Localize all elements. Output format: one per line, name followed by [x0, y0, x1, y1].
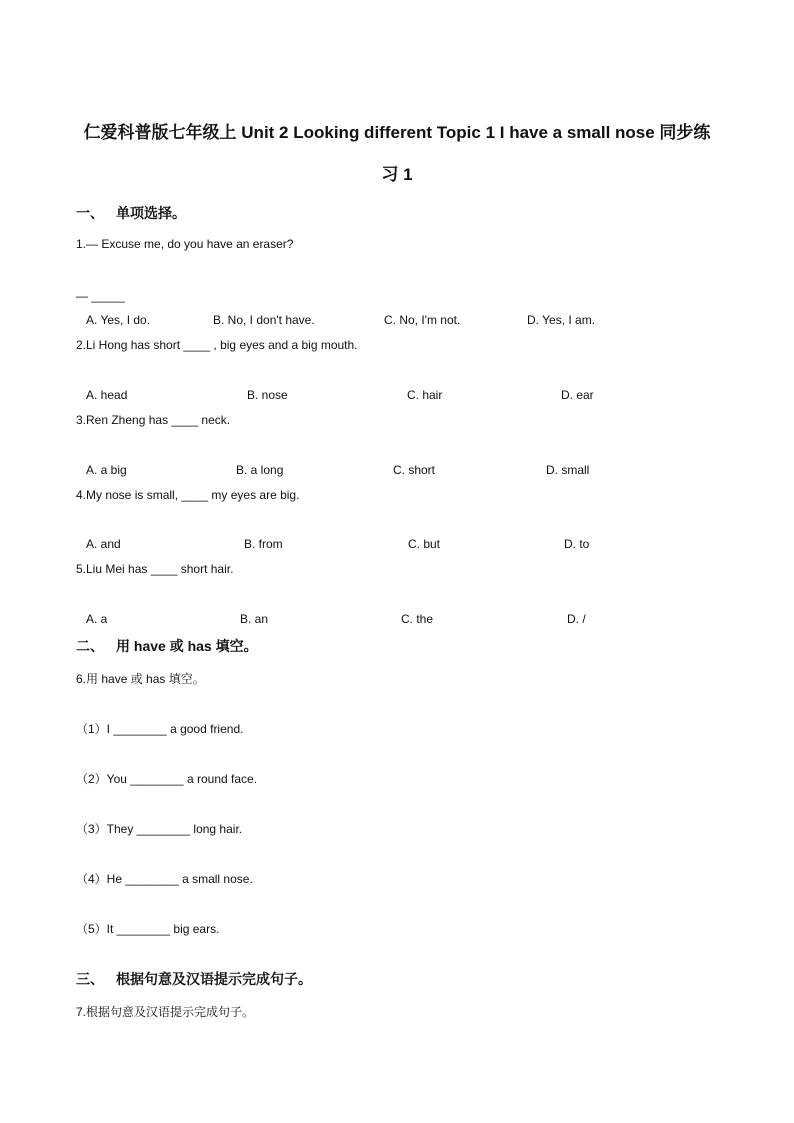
- question-1-option-b: B. No, I don't have.: [213, 313, 315, 327]
- question-5-option-d: D. /: [567, 612, 586, 626]
- page-title-line-2: 习 1: [381, 165, 413, 184]
- fill-item-5: （5）It ________ big ears.: [76, 922, 220, 936]
- question-3-option-d: D. small: [546, 463, 590, 477]
- section-2-heading: [76, 636, 258, 656]
- question-2-stem: 2.Li Hong has short ____ , big eyes and a big mouth.: [76, 338, 358, 352]
- question-4-stem: 4.My nose is small, ____ my eyes are big.: [76, 488, 300, 502]
- question-5-option-b: B. an: [240, 612, 269, 626]
- question-1-stem: 1.— Excuse me, do you have an eraser?: [76, 237, 294, 251]
- question-3-option-a: A. a big: [86, 463, 127, 477]
- question-2-option-b: B. nose: [247, 388, 288, 402]
- section-1-heading: [76, 203, 186, 223]
- question-5-option-c: C. the: [401, 612, 434, 626]
- section-3-number: 三、: [76, 971, 104, 987]
- question-2-option-c: C. hair: [407, 388, 443, 402]
- question-7-prompt: 7.根据句意及汉语提示完成句子。: [76, 1005, 255, 1019]
- section-2-title: 用 have 或 has 填空。: [116, 638, 258, 654]
- question-4-option-a: A. and: [86, 537, 121, 551]
- question-3-option-c: C. short: [393, 463, 436, 477]
- question-2-option-d: D. ear: [561, 388, 594, 402]
- question-1-reply: — _____: [76, 289, 125, 303]
- section-1-title: 单项选择。: [116, 205, 186, 221]
- fill-item-1: （1）I ________ a good friend.: [76, 722, 244, 736]
- question-2-option-a: A. head: [86, 388, 128, 402]
- question-5-stem: 5.Liu Mei has ____ short hair.: [76, 562, 234, 576]
- question-1-option-d: D. Yes, I am.: [527, 313, 596, 327]
- question-4-option-b: B. from: [244, 537, 283, 551]
- question-3-option-b: B. a long: [236, 463, 284, 477]
- question-1-option-c: C. No, I'm not.: [384, 313, 461, 327]
- question-1-option-a: A. Yes, I do.: [86, 313, 151, 327]
- question-6-prompt: 6.用 have 或 has 填空。: [76, 672, 205, 686]
- question-4-option-c: C. but: [408, 537, 441, 551]
- fill-item-4: （4）He ________ a small nose.: [76, 872, 253, 886]
- question-3-stem: 3.Ren Zheng has ____ neck.: [76, 413, 231, 427]
- fill-item-3: （3）They ________ long hair.: [76, 822, 243, 836]
- question-5-option-a: A. a: [86, 612, 108, 626]
- section-3-title: 根据句意及汉语提示完成句子。: [116, 971, 312, 987]
- section-2-number: 二、: [76, 638, 104, 654]
- question-4-option-d: D. to: [564, 537, 590, 551]
- fill-item-2: （2）You ________ a round face.: [76, 772, 258, 786]
- section-1-number: 一、: [76, 205, 104, 221]
- page-title-line-1: 仁爱科普版七年级上 Unit 2 Looking different Topic 1 I have a small nose 同步练: [83, 123, 711, 142]
- section-3-heading: [76, 969, 312, 989]
